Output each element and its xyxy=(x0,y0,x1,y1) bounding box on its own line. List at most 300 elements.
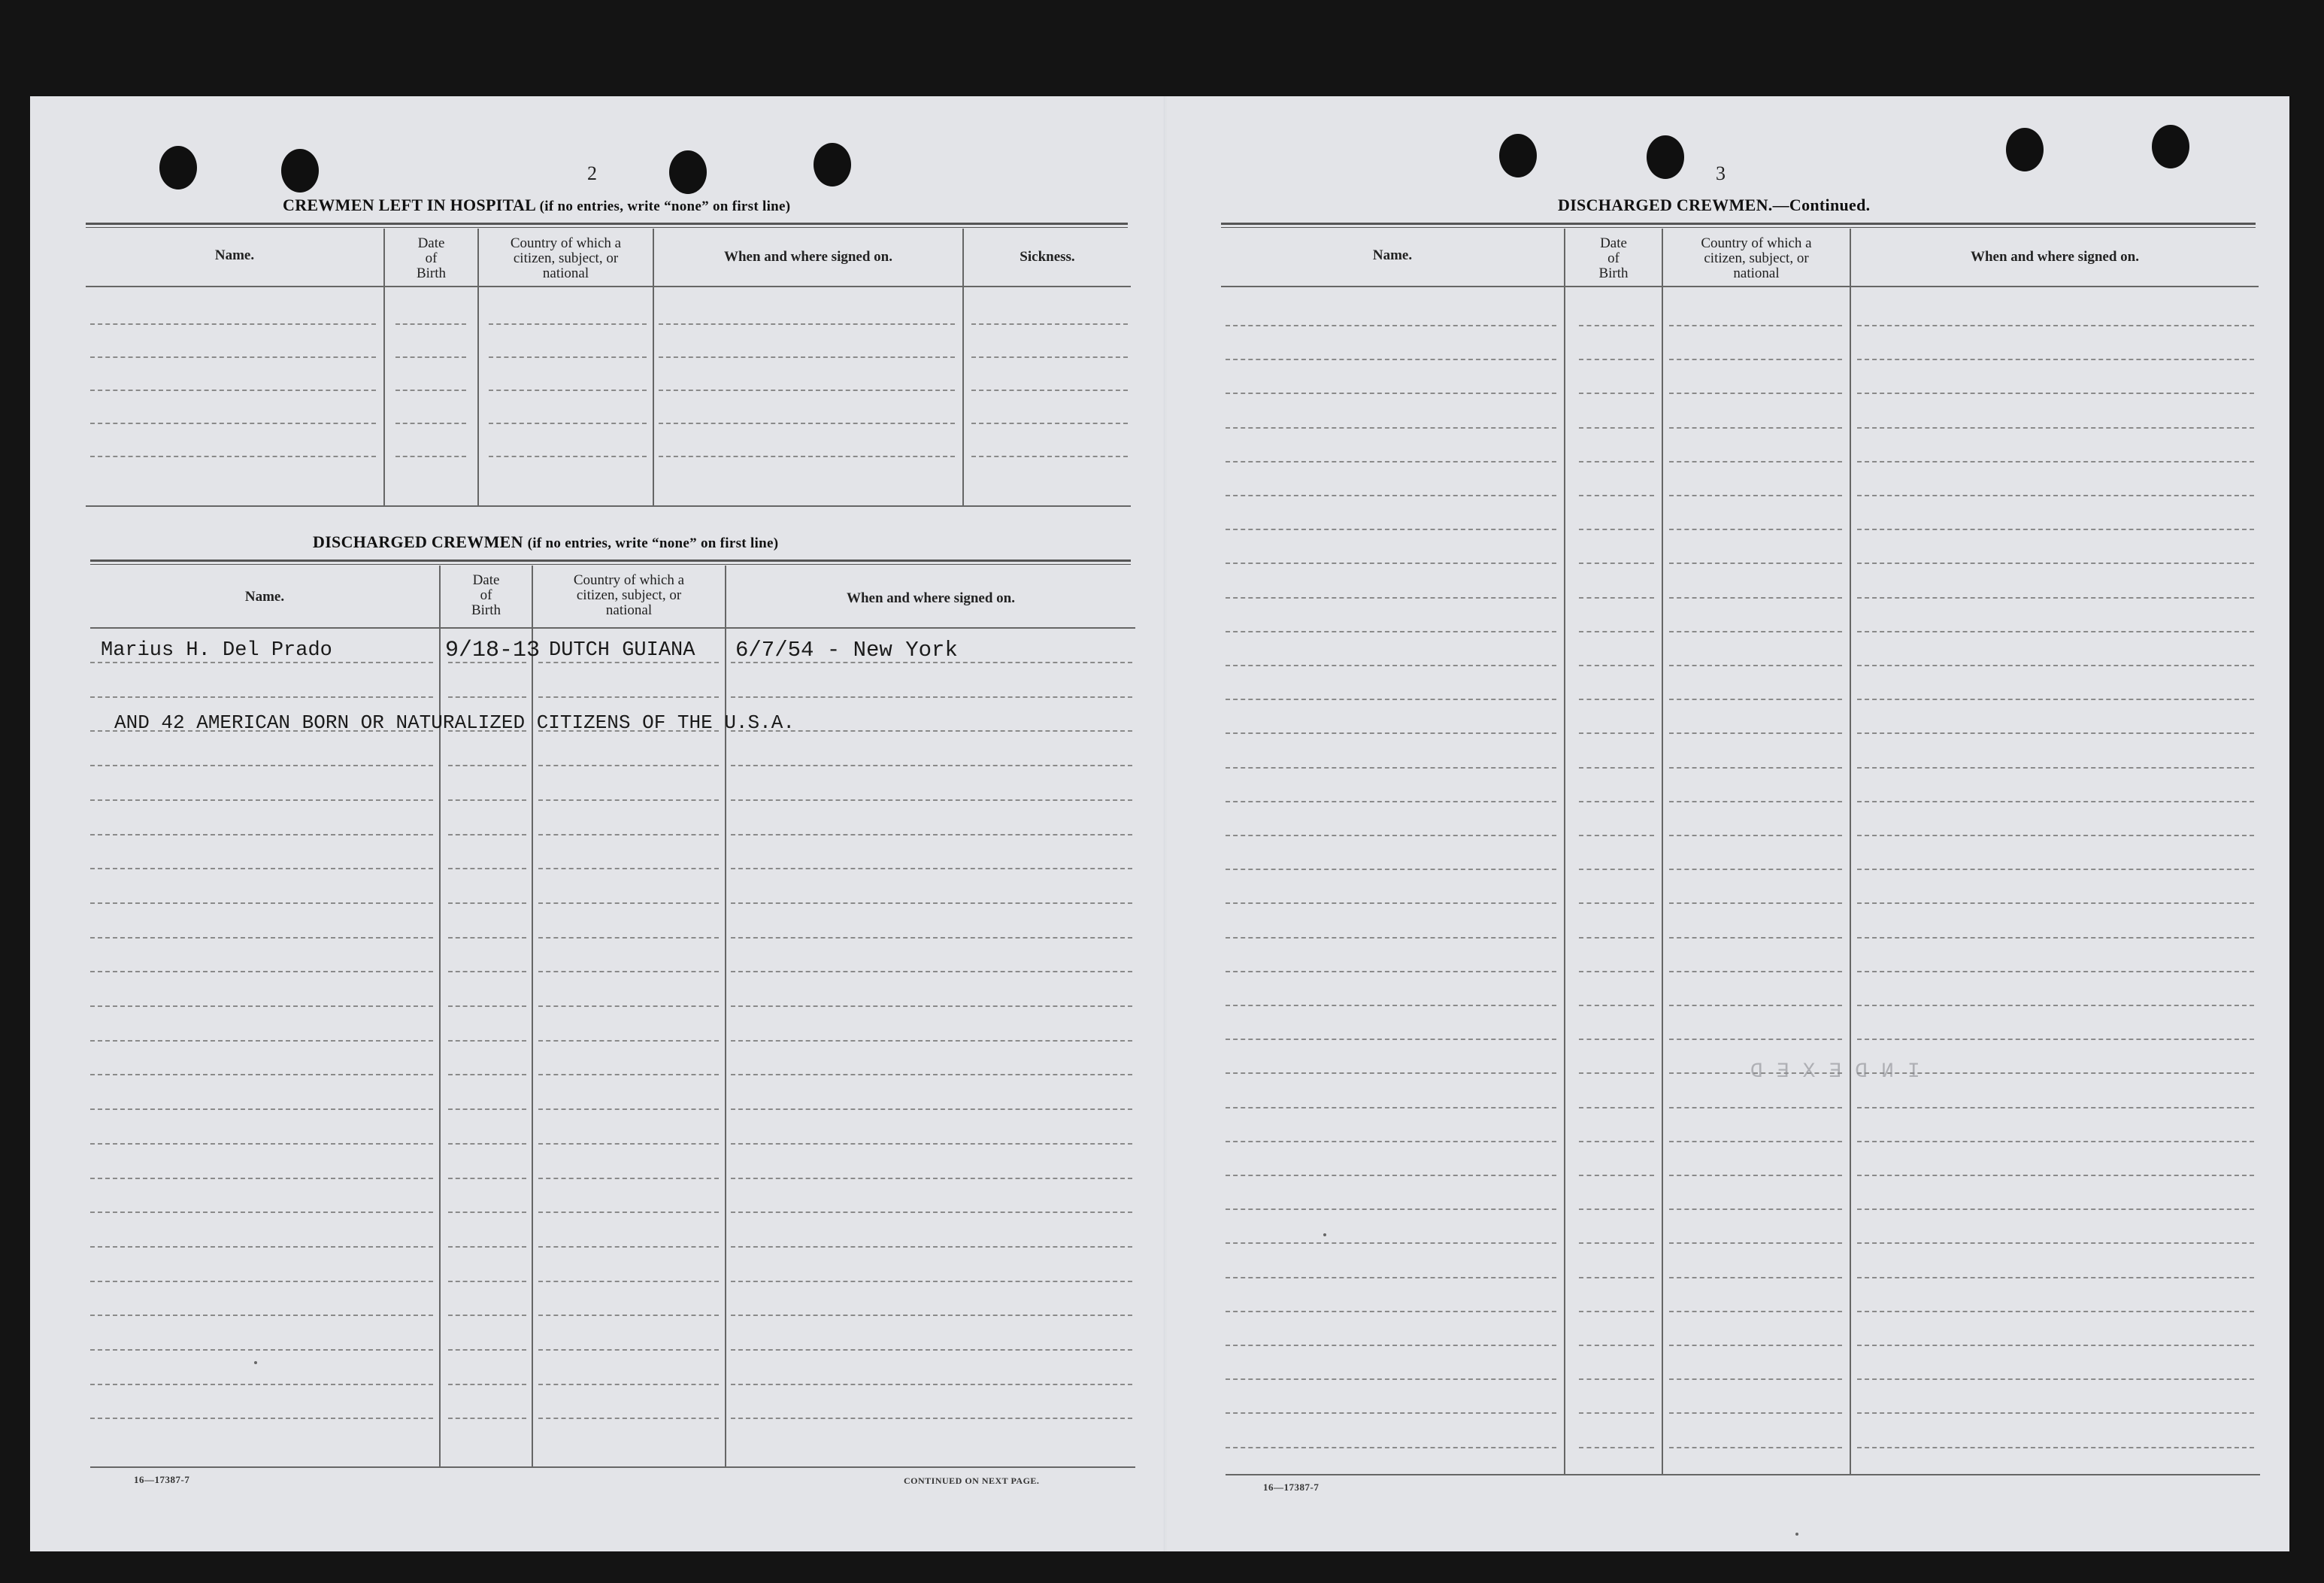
entry-line xyxy=(731,1040,1132,1042)
entry-line xyxy=(1226,665,1556,666)
entry-line xyxy=(731,1418,1132,1419)
entry-line xyxy=(90,1246,433,1248)
entry-line xyxy=(448,799,526,801)
punch-hole xyxy=(281,149,319,193)
entry-line xyxy=(731,1315,1132,1316)
entry-line xyxy=(1669,597,1842,599)
entry-line xyxy=(1226,1242,1556,1244)
entry-line xyxy=(1669,1208,1842,1210)
entry-line xyxy=(1857,699,2254,700)
entry-line xyxy=(1579,597,1654,599)
entry-line xyxy=(1857,835,2254,836)
entry-line xyxy=(1579,665,1654,666)
column-divider xyxy=(1564,229,1565,1474)
entry-line xyxy=(90,834,433,835)
entry-line xyxy=(489,323,647,325)
page-number: 3 xyxy=(1716,162,1726,184)
column-header-signed-on: When and where signed on. xyxy=(723,249,892,265)
entry-line xyxy=(1579,1447,1654,1448)
page-fold xyxy=(1164,96,1166,1551)
entry-line xyxy=(1857,461,2254,462)
form-number: 16—17387-7 xyxy=(134,1474,190,1485)
entry-line xyxy=(395,323,466,325)
punch-hole xyxy=(159,146,197,190)
entry-line xyxy=(1579,359,1654,360)
entry-line xyxy=(90,423,376,424)
entry-line xyxy=(1579,563,1654,564)
entry-line xyxy=(1579,427,1654,429)
entry-line xyxy=(448,765,526,766)
entry-line xyxy=(538,902,719,904)
entry-line xyxy=(1579,461,1654,462)
entry-line xyxy=(90,1178,433,1179)
entry-line xyxy=(448,971,526,972)
entry-line xyxy=(1669,631,1842,632)
entry-line xyxy=(1669,1277,1842,1278)
header-line: of xyxy=(425,250,438,266)
entry-line xyxy=(1857,1277,2254,1278)
entry-line xyxy=(1579,495,1654,496)
entry-line xyxy=(1669,971,1842,972)
entry-line xyxy=(1226,325,1556,326)
column-divider xyxy=(1850,229,1851,1474)
entry-line xyxy=(448,1178,526,1179)
entry-line xyxy=(1579,1072,1654,1074)
entry-line xyxy=(1226,1412,1556,1414)
entry-line xyxy=(489,390,647,391)
entry-line xyxy=(1857,325,2254,326)
entry-line xyxy=(1579,902,1654,904)
entry-line xyxy=(1669,1242,1842,1244)
entry-line xyxy=(1857,495,2254,496)
entry-line xyxy=(731,1005,1132,1007)
entry-line xyxy=(90,390,376,391)
column-divider xyxy=(439,566,441,1466)
entry-line xyxy=(395,456,466,457)
entry-line xyxy=(448,868,526,869)
entry-line xyxy=(1857,801,2254,802)
entry-line xyxy=(538,1143,719,1145)
entry-line xyxy=(538,971,719,972)
entry-line xyxy=(1669,801,1842,802)
discharged-continued-title: DISCHARGED CREWMEN.—Continued. xyxy=(1558,196,1871,214)
entry-line xyxy=(1579,937,1654,939)
entry-line xyxy=(448,1418,526,1419)
entry-line xyxy=(90,799,433,801)
entry-line xyxy=(90,1349,433,1351)
column-header-sickness: Sickness. xyxy=(1020,249,1075,265)
entry-line xyxy=(1579,1242,1654,1244)
entry-line xyxy=(1579,393,1654,394)
entry-line xyxy=(659,456,955,457)
bottom-rule xyxy=(90,1466,1135,1468)
entry-line xyxy=(1669,1412,1842,1414)
entry-line xyxy=(538,1418,719,1419)
entry-line xyxy=(1857,1039,2254,1040)
entry-line xyxy=(1226,1208,1556,1210)
entry-line xyxy=(659,356,955,358)
crewman-name: Marius H. Del Prado xyxy=(101,639,332,662)
column-header-country xyxy=(1663,236,1850,281)
crewman-country: DUTCH GUIANA xyxy=(549,639,695,662)
entry-line xyxy=(731,1384,1132,1385)
entry-line xyxy=(538,1246,719,1248)
column-header-country xyxy=(479,236,653,281)
entry-line xyxy=(538,937,719,939)
entry-line xyxy=(1857,1242,2254,1244)
entry-line xyxy=(1226,1039,1556,1040)
entry-line xyxy=(1857,767,2254,769)
entry-line xyxy=(1669,1311,1842,1312)
entry-line xyxy=(1857,597,2254,599)
entry-line xyxy=(1579,325,1654,326)
entry-line xyxy=(1669,869,1842,870)
entry-line xyxy=(1669,1005,1842,1006)
paper-speck xyxy=(254,1361,257,1364)
entry-line xyxy=(1669,1378,1842,1380)
entry-line xyxy=(1579,835,1654,836)
entry-line xyxy=(1857,1107,2254,1108)
entry-line xyxy=(1857,1378,2254,1380)
header-line: Country of which a xyxy=(573,572,685,588)
punch-hole xyxy=(1647,135,1684,179)
entry-line xyxy=(538,1212,719,1213)
entry-line xyxy=(538,1108,719,1110)
entry-line xyxy=(731,971,1132,972)
entry-line xyxy=(538,799,719,801)
entry-line xyxy=(489,356,647,358)
entry-line xyxy=(90,1384,433,1385)
entry-line xyxy=(1857,393,2254,394)
entry-line xyxy=(90,323,376,325)
entry-line xyxy=(1857,1141,2254,1142)
entry-line xyxy=(1579,631,1654,632)
entry-line xyxy=(1226,631,1556,632)
entry-line xyxy=(448,1212,526,1213)
entry-line xyxy=(1579,1378,1654,1380)
entry-line xyxy=(659,423,955,424)
entry-line xyxy=(1226,359,1556,360)
entry-line xyxy=(1226,1277,1556,1278)
entry-line xyxy=(1226,937,1556,939)
entry-line xyxy=(90,1143,433,1145)
discharged-title-text: DISCHARGED CREWMEN xyxy=(313,532,523,551)
entry-line xyxy=(90,765,433,766)
entry-line xyxy=(1226,1175,1556,1176)
crewman-signed-on: 6/7/54 - New York xyxy=(735,638,958,663)
entry-line xyxy=(538,696,719,698)
entry-line xyxy=(1226,1378,1556,1380)
entry-line xyxy=(1226,767,1556,769)
entry-line xyxy=(90,1212,433,1213)
hospital-title-text: CREWMEN LEFT IN HOSPITAL xyxy=(283,196,535,214)
entry-line xyxy=(1226,971,1556,972)
entry-line xyxy=(1669,937,1842,939)
header-line: national xyxy=(605,602,653,618)
entry-line xyxy=(90,1315,433,1316)
form-number: 16—17387-7 xyxy=(1263,1481,1320,1493)
entry-line xyxy=(731,1212,1132,1213)
entry-line xyxy=(1226,1005,1556,1006)
entry-line xyxy=(1669,732,1842,734)
entry-line xyxy=(448,696,526,698)
entry-line xyxy=(90,1040,433,1042)
column-header-country xyxy=(533,573,725,618)
column-divider xyxy=(532,566,533,1466)
header-rule xyxy=(90,627,1135,629)
entry-line xyxy=(448,1349,526,1351)
entry-line xyxy=(1857,1175,2254,1176)
header-line: Birth xyxy=(1598,265,1629,281)
column-header-date-of-birth xyxy=(385,236,477,281)
entry-line xyxy=(1857,937,2254,939)
double-rule xyxy=(86,223,1128,228)
entry-line xyxy=(1226,1447,1556,1448)
entry-line xyxy=(1669,902,1842,904)
continued-note: CONTINUED ON NEXT PAGE. xyxy=(904,1475,1040,1486)
entry-line xyxy=(1857,869,2254,870)
entry-line xyxy=(90,1281,433,1282)
discharged-instruction: (if no entries, write “none” on first line) xyxy=(527,535,779,551)
entry-line xyxy=(1579,699,1654,700)
entry-line xyxy=(731,1281,1132,1282)
entry-line xyxy=(659,323,955,325)
column-header-signed-on: When and where signed on. xyxy=(1970,249,2139,265)
manifest-sheet xyxy=(30,96,2289,1551)
entry-line xyxy=(1669,835,1842,836)
entry-line xyxy=(1857,1412,2254,1414)
entry-line xyxy=(448,1143,526,1145)
entry-line xyxy=(90,1418,433,1419)
column-header-name: Name. xyxy=(1372,247,1413,263)
entry-line xyxy=(90,1005,433,1007)
entry-line xyxy=(538,1005,719,1007)
header-line: Date xyxy=(1600,235,1627,251)
entry-line xyxy=(1226,461,1556,462)
crewman-date-of-birth: 9/18-13 xyxy=(445,638,541,663)
paper-speck xyxy=(1323,1233,1326,1236)
entry-line xyxy=(1226,699,1556,700)
entry-line xyxy=(1669,1107,1842,1108)
entry-line xyxy=(1669,665,1842,666)
entry-line xyxy=(90,868,433,869)
entry-line xyxy=(1669,699,1842,700)
entry-line xyxy=(731,1108,1132,1110)
entry-line xyxy=(90,1074,433,1075)
header-line: Birth xyxy=(416,265,447,281)
header-line: Country of which a xyxy=(510,235,622,251)
entry-line xyxy=(489,456,647,457)
entry-line xyxy=(1226,801,1556,802)
entry-line xyxy=(538,868,719,869)
header-line: Country of which a xyxy=(1701,235,1812,251)
entry-line xyxy=(538,1349,719,1351)
header-line: national xyxy=(542,265,589,281)
header-line: of xyxy=(1607,250,1620,266)
entry-line xyxy=(1669,359,1842,360)
entry-line xyxy=(1669,393,1842,394)
paper-speck xyxy=(1795,1533,1798,1536)
entry-line xyxy=(1579,1107,1654,1108)
bottom-rule xyxy=(1226,1474,2260,1475)
entry-line xyxy=(448,1108,526,1110)
entry-line xyxy=(538,1281,719,1282)
entry-line xyxy=(971,356,1128,358)
entry-line xyxy=(731,799,1132,801)
entry-line xyxy=(1857,1447,2254,1448)
entry-line xyxy=(90,662,433,663)
entry-line xyxy=(1857,563,2254,564)
entry-line xyxy=(448,1074,526,1075)
entry-line xyxy=(538,765,719,766)
hospital-instruction: (if no entries, write “none” on first line) xyxy=(539,199,791,214)
double-rule xyxy=(90,560,1131,565)
entry-line xyxy=(1857,665,2254,666)
entry-line xyxy=(1857,1005,2254,1006)
entry-line xyxy=(1669,1141,1842,1142)
entry-line xyxy=(90,696,433,698)
entry-line xyxy=(1226,1107,1556,1108)
hospital-section-title xyxy=(283,196,790,215)
entry-line xyxy=(1857,529,2254,530)
entry-line xyxy=(1579,1175,1654,1176)
double-rule xyxy=(1221,223,2256,228)
entry-line xyxy=(1579,869,1654,870)
entry-line xyxy=(731,834,1132,835)
entry-line xyxy=(1669,427,1842,429)
entry-line xyxy=(1226,732,1556,734)
entry-line xyxy=(1669,1345,1842,1346)
entry-line xyxy=(1226,869,1556,870)
entry-line xyxy=(1579,1311,1654,1312)
entry-line xyxy=(448,834,526,835)
entry-line xyxy=(1226,835,1556,836)
entry-line xyxy=(1669,1039,1842,1040)
entry-line xyxy=(538,834,719,835)
entry-line xyxy=(731,1143,1132,1145)
entry-line xyxy=(448,1005,526,1007)
entry-line xyxy=(90,937,433,939)
punch-hole xyxy=(2152,125,2189,168)
entry-line xyxy=(448,1384,526,1385)
entry-line xyxy=(1579,1412,1654,1414)
punch-hole xyxy=(2006,128,2044,171)
column-header-name: Name. xyxy=(244,589,285,605)
entry-line xyxy=(1226,427,1556,429)
entry-line xyxy=(1226,902,1556,904)
column-divider xyxy=(1662,229,1663,1474)
entry-line xyxy=(1579,1005,1654,1006)
punch-hole xyxy=(669,150,707,194)
entry-line xyxy=(448,902,526,904)
entry-line xyxy=(1669,529,1842,530)
entry-line xyxy=(731,765,1132,766)
header-line: Date xyxy=(472,572,500,588)
entry-line xyxy=(90,456,376,457)
header-line: citizen, subject, or xyxy=(576,587,682,603)
entry-line xyxy=(395,356,466,358)
entry-line xyxy=(448,1246,526,1248)
entry-line xyxy=(90,356,376,358)
header-line: citizen, subject, or xyxy=(1704,250,1809,266)
entry-line xyxy=(1226,1141,1556,1142)
entry-line xyxy=(1579,1208,1654,1210)
entry-line xyxy=(538,1178,719,1179)
entry-line xyxy=(731,1178,1132,1179)
entry-line xyxy=(1669,495,1842,496)
entry-line xyxy=(971,323,1128,325)
entry-line xyxy=(1579,732,1654,734)
entry-line xyxy=(538,1384,719,1385)
entry-line xyxy=(90,1108,433,1110)
entry-line xyxy=(731,868,1132,869)
bleed-through-stamp: INDEXED xyxy=(1737,1060,1920,1084)
entry-line xyxy=(448,1281,526,1282)
entry-line xyxy=(731,937,1132,939)
header-line: national xyxy=(1733,265,1780,281)
entry-line xyxy=(1579,1277,1654,1278)
entry-line xyxy=(1579,1141,1654,1142)
entry-line xyxy=(1857,359,2254,360)
entry-line xyxy=(1226,529,1556,530)
column-divider xyxy=(962,229,964,505)
entry-line xyxy=(1857,902,2254,904)
entry-line xyxy=(1669,1447,1842,1448)
header-line: Birth xyxy=(471,602,501,618)
entry-line xyxy=(1669,325,1842,326)
entry-line xyxy=(1579,767,1654,769)
entry-line xyxy=(489,423,647,424)
header-line: Date xyxy=(417,235,445,251)
entry-line xyxy=(1669,1175,1842,1176)
entry-line xyxy=(538,1315,719,1316)
entry-line xyxy=(1226,597,1556,599)
entry-line xyxy=(971,423,1128,424)
entry-line xyxy=(731,1349,1132,1351)
entry-line xyxy=(538,1040,719,1042)
entry-line xyxy=(731,1246,1132,1248)
entry-line xyxy=(1857,631,2254,632)
entry-line xyxy=(1226,495,1556,496)
entry-line xyxy=(1669,767,1842,769)
header-line: citizen, subject, or xyxy=(513,250,619,266)
entry-line xyxy=(659,390,955,391)
bottom-rule xyxy=(86,505,1131,507)
entry-line xyxy=(1857,971,2254,972)
entry-line xyxy=(1857,1345,2254,1346)
entry-line xyxy=(395,390,466,391)
entry-line xyxy=(731,1074,1132,1075)
entry-line xyxy=(1857,427,2254,429)
column-divider xyxy=(653,229,654,505)
entry-line xyxy=(1579,971,1654,972)
entry-line xyxy=(448,1040,526,1042)
page-number: 2 xyxy=(587,162,597,184)
column-divider xyxy=(725,566,726,1466)
entry-line xyxy=(538,1074,719,1075)
entry-line xyxy=(1857,1208,2254,1210)
entry-line xyxy=(971,456,1128,457)
column-header-name: Name. xyxy=(214,247,255,263)
discharged-section-title xyxy=(313,532,778,552)
entry-line xyxy=(1579,529,1654,530)
entry-line xyxy=(1579,1039,1654,1040)
entry-line xyxy=(731,696,1132,698)
entry-line xyxy=(1226,1345,1556,1346)
entry-line xyxy=(395,423,466,424)
punch-hole xyxy=(814,143,851,187)
entry-line xyxy=(538,662,719,663)
